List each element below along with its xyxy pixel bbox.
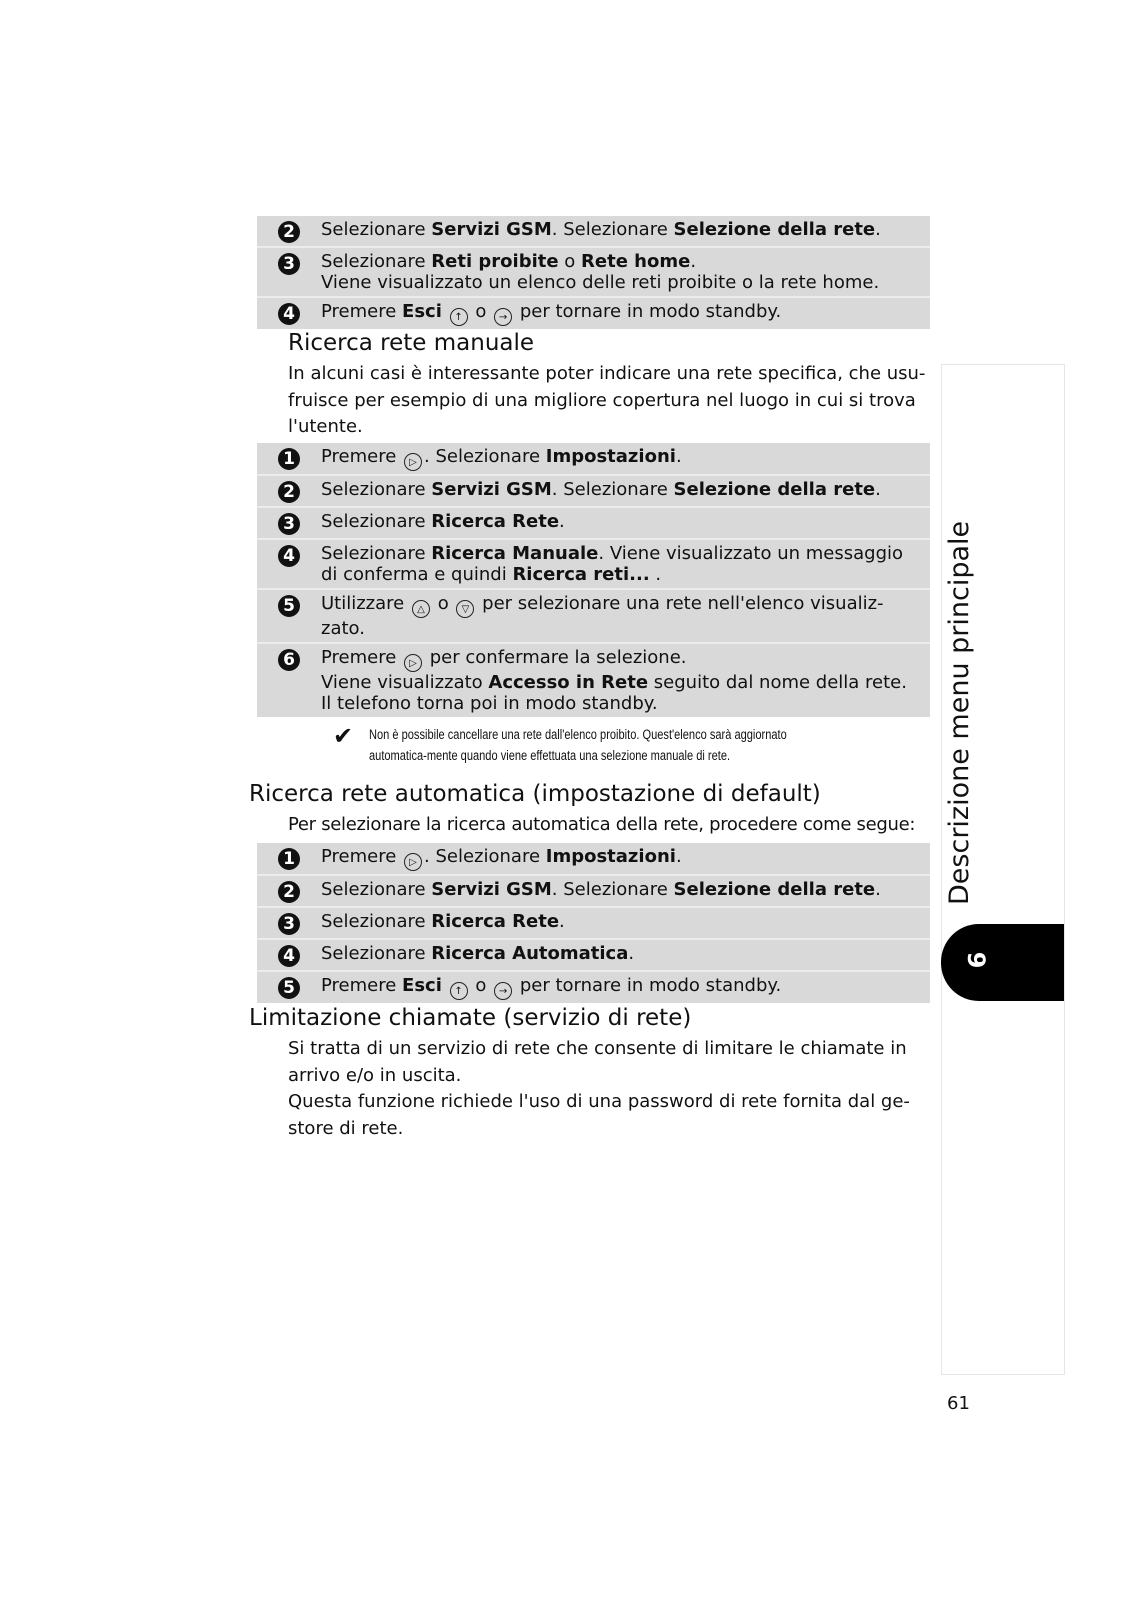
step-text: Premere ▷ . Selezionare Impostazioni.: [321, 846, 682, 871]
step-number-icon: 4: [278, 945, 300, 967]
note-text: Non è possibile cancellare una rete dall'elenco proibito. Quest'elenco sarà aggiornato automatica-mente quando viene effettuata una selezione manuale di rete.: [369, 727, 787, 763]
step-number-icon: 3: [278, 913, 300, 935]
step-row: [257, 508, 930, 540]
step-text: Selezionare Ricerca Manuale. Viene visualizzato un messaggio di conferma e quindi Ricerca reti... .: [321, 543, 904, 585]
heading-call-barring: Limitazione chiamate (servizio di rete): [249, 1005, 692, 1031]
side-title: Descrizione menu principale: [944, 520, 975, 905]
step-number-icon: 4: [278, 545, 300, 567]
heading-manual-search: Ricerca rete manuale: [288, 330, 535, 356]
phone-key-icon: ▷: [404, 853, 422, 871]
phone-key-icon: →: [494, 308, 512, 326]
paragraph-auto-search: Per selezionare la ricerca automatica della rete, procedere come segue:: [288, 814, 916, 835]
steps-block-2: [257, 443, 930, 717]
step-text: Utilizzare △ o ▽ per selezionare una rete nell'elenco visualiz- zato.: [321, 593, 884, 639]
phone-key-icon: △: [412, 600, 430, 618]
phone-key-icon: ▷: [404, 453, 422, 471]
paragraph-manual-search: In alcuni casi è interessante poter indicare una rete specifica, che usu-fruisce per esempio di una migliore copertura nel luogo in cui si trova l'utente.: [288, 363, 926, 437]
page-number: 61: [947, 1393, 970, 1414]
steps-block-3: [257, 843, 930, 1003]
step-row: [257, 972, 930, 1003]
step-row: [257, 644, 930, 717]
step-text: Premere ▷ per confermare la selezione. Viene visualizzato Accesso in Rete seguito dal nome della rete. Il telefono torna poi in modo standby.: [321, 647, 907, 714]
step-text: Premere Esci ↑ o → per tornare in modo standby.: [321, 975, 781, 1000]
step-row: [257, 590, 930, 644]
step-row: [257, 876, 930, 908]
step-number-icon: 2: [278, 221, 300, 243]
step-number-icon: 4: [278, 303, 300, 325]
note: [333, 724, 933, 766]
step-text: Selezionare Servizi GSM. Selezionare Selezione della rete.: [321, 879, 881, 900]
step-number-icon: 1: [278, 448, 300, 470]
step-text: Selezionare Ricerca Rete.: [321, 911, 565, 932]
step-row: [257, 540, 930, 590]
step-text: Selezionare Ricerca Rete.: [321, 511, 565, 532]
phone-key-icon: ↑: [450, 982, 468, 1000]
step-number-icon: 1: [278, 848, 300, 870]
step-number-icon: 5: [278, 977, 300, 999]
step-text: Selezionare Reti proibite o Rete home. Viene visualizzato un elenco delle reti proibite o la rete home.: [321, 251, 880, 293]
step-row: [257, 940, 930, 972]
step-number-icon: 2: [278, 881, 300, 903]
step-number-icon: 2: [278, 481, 300, 503]
steps-block-1: [257, 216, 930, 329]
step-text: Premere ▷ . Selezionare Impostazioni.: [321, 446, 682, 471]
step-number-icon: 3: [278, 253, 300, 275]
phone-key-icon: ↑: [450, 308, 468, 326]
step-text: Selezionare Servizi GSM. Selezionare Selezione della rete.: [321, 479, 881, 500]
step-text: Selezionare Servizi GSM. Selezionare Selezione della rete.: [321, 219, 881, 240]
paragraph-call-barring-1: Si tratta di un servizio di rete che consente di limitare le chiamate in arrivo e/o in uscita.: [288, 1038, 907, 1086]
step-text: Selezionare Ricerca Automatica.: [321, 943, 635, 964]
step-number-icon: 6: [278, 649, 300, 671]
phone-key-icon: →: [494, 982, 512, 1000]
paragraph-call-barring-2: Questa funzione richiede l'uso di una password di rete fornita dal ge-store di rete.: [288, 1091, 910, 1139]
step-row: [257, 248, 930, 298]
step-row: [257, 443, 930, 476]
chapter-number: 6: [963, 951, 992, 969]
step-row: [257, 908, 930, 940]
phone-key-icon: ▽: [456, 600, 474, 618]
step-row: [257, 476, 930, 508]
checkmark-icon: ✔: [333, 722, 354, 750]
phone-key-icon: ▷: [404, 654, 422, 672]
step-row: [257, 843, 930, 876]
heading-auto-search: Ricerca rete automatica (impostazione di default): [249, 781, 821, 807]
step-row: [257, 216, 930, 248]
step-row: [257, 298, 930, 329]
step-number-icon: 5: [278, 595, 300, 617]
chapter-tab: [941, 924, 1064, 1001]
step-text: Premere Esci ↑ o → per tornare in modo standby.: [321, 301, 781, 326]
step-number-icon: 3: [278, 513, 300, 535]
